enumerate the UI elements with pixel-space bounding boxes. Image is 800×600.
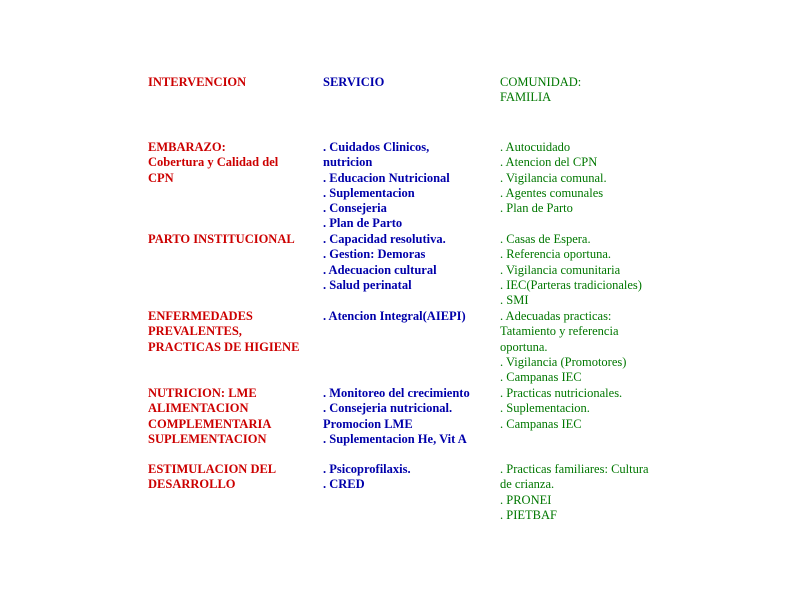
row-enfermedades-intervencion: ENFERMEDADES PREVALENTES, PRACTICAS DE HIGIENE <box>148 309 300 354</box>
row-nutricion-servicio: . Monitoreo del crecimiento . Consejeria nutricional. Promocion LME . Suplementacion He, Vit A <box>323 386 470 446</box>
row-enfermedades-servicio: . Atencion Integral(AIEPI) <box>323 309 466 323</box>
row-embarazo-comunidad: . Autocuidado . Atencion del CPN . Vigilancia comunal. . Agentes comunales . Plan de Parto <box>500 140 607 216</box>
header-intervencion: INTERVENCION <box>148 75 247 89</box>
row-enfermedades-comunidad: . Adecuadas practicas: Tatamiento y referencia oportuna. . Vigilancia (Promotores) . Campanas IEC <box>500 309 627 385</box>
row-nutricion-intervencion: NUTRICION: LME ALIMENTACION COMPLEMENTARIA SUPLEMENTACION <box>148 386 272 446</box>
row-estimulacion-comunidad: . Practicas familiares: Cultura de crianza. . PRONEI . PIETBAF <box>500 462 649 522</box>
row-parto-servicio: . Capacidad resolutiva. . Gestion: Demoras . Adecuacion cultural . Salud perinatal <box>323 232 446 292</box>
row-estimulacion-servicio: . Psicoprofilaxis. . CRED <box>323 462 411 492</box>
row-parto-intervencion: PARTO INSTITUCIONAL <box>148 232 295 246</box>
row-embarazo-servicio: . Cuidados Clinicos, nutricion . Educacion Nutricional . Suplementacion . Consejeria . Plan de Parto <box>323 140 450 231</box>
row-embarazo-intervencion: EMBARAZO: Cobertura y Calidad del CPN <box>148 140 279 185</box>
row-parto-comunidad: . Casas de Espera. . Referencia oportuna. . Vigilancia comunitaria . IEC(Parteras tradicionales) . SMI <box>500 232 642 308</box>
header-comunidad: COMUNIDAD: FAMILIA <box>500 75 582 105</box>
header-servicio: SERVICIO <box>323 75 385 89</box>
row-nutricion-comunidad: . Practicas nutricionales. . Suplementacion. . Campanas IEC <box>500 386 623 431</box>
row-estimulacion-intervencion: ESTIMULACION DEL DESARROLLO <box>148 462 277 492</box>
